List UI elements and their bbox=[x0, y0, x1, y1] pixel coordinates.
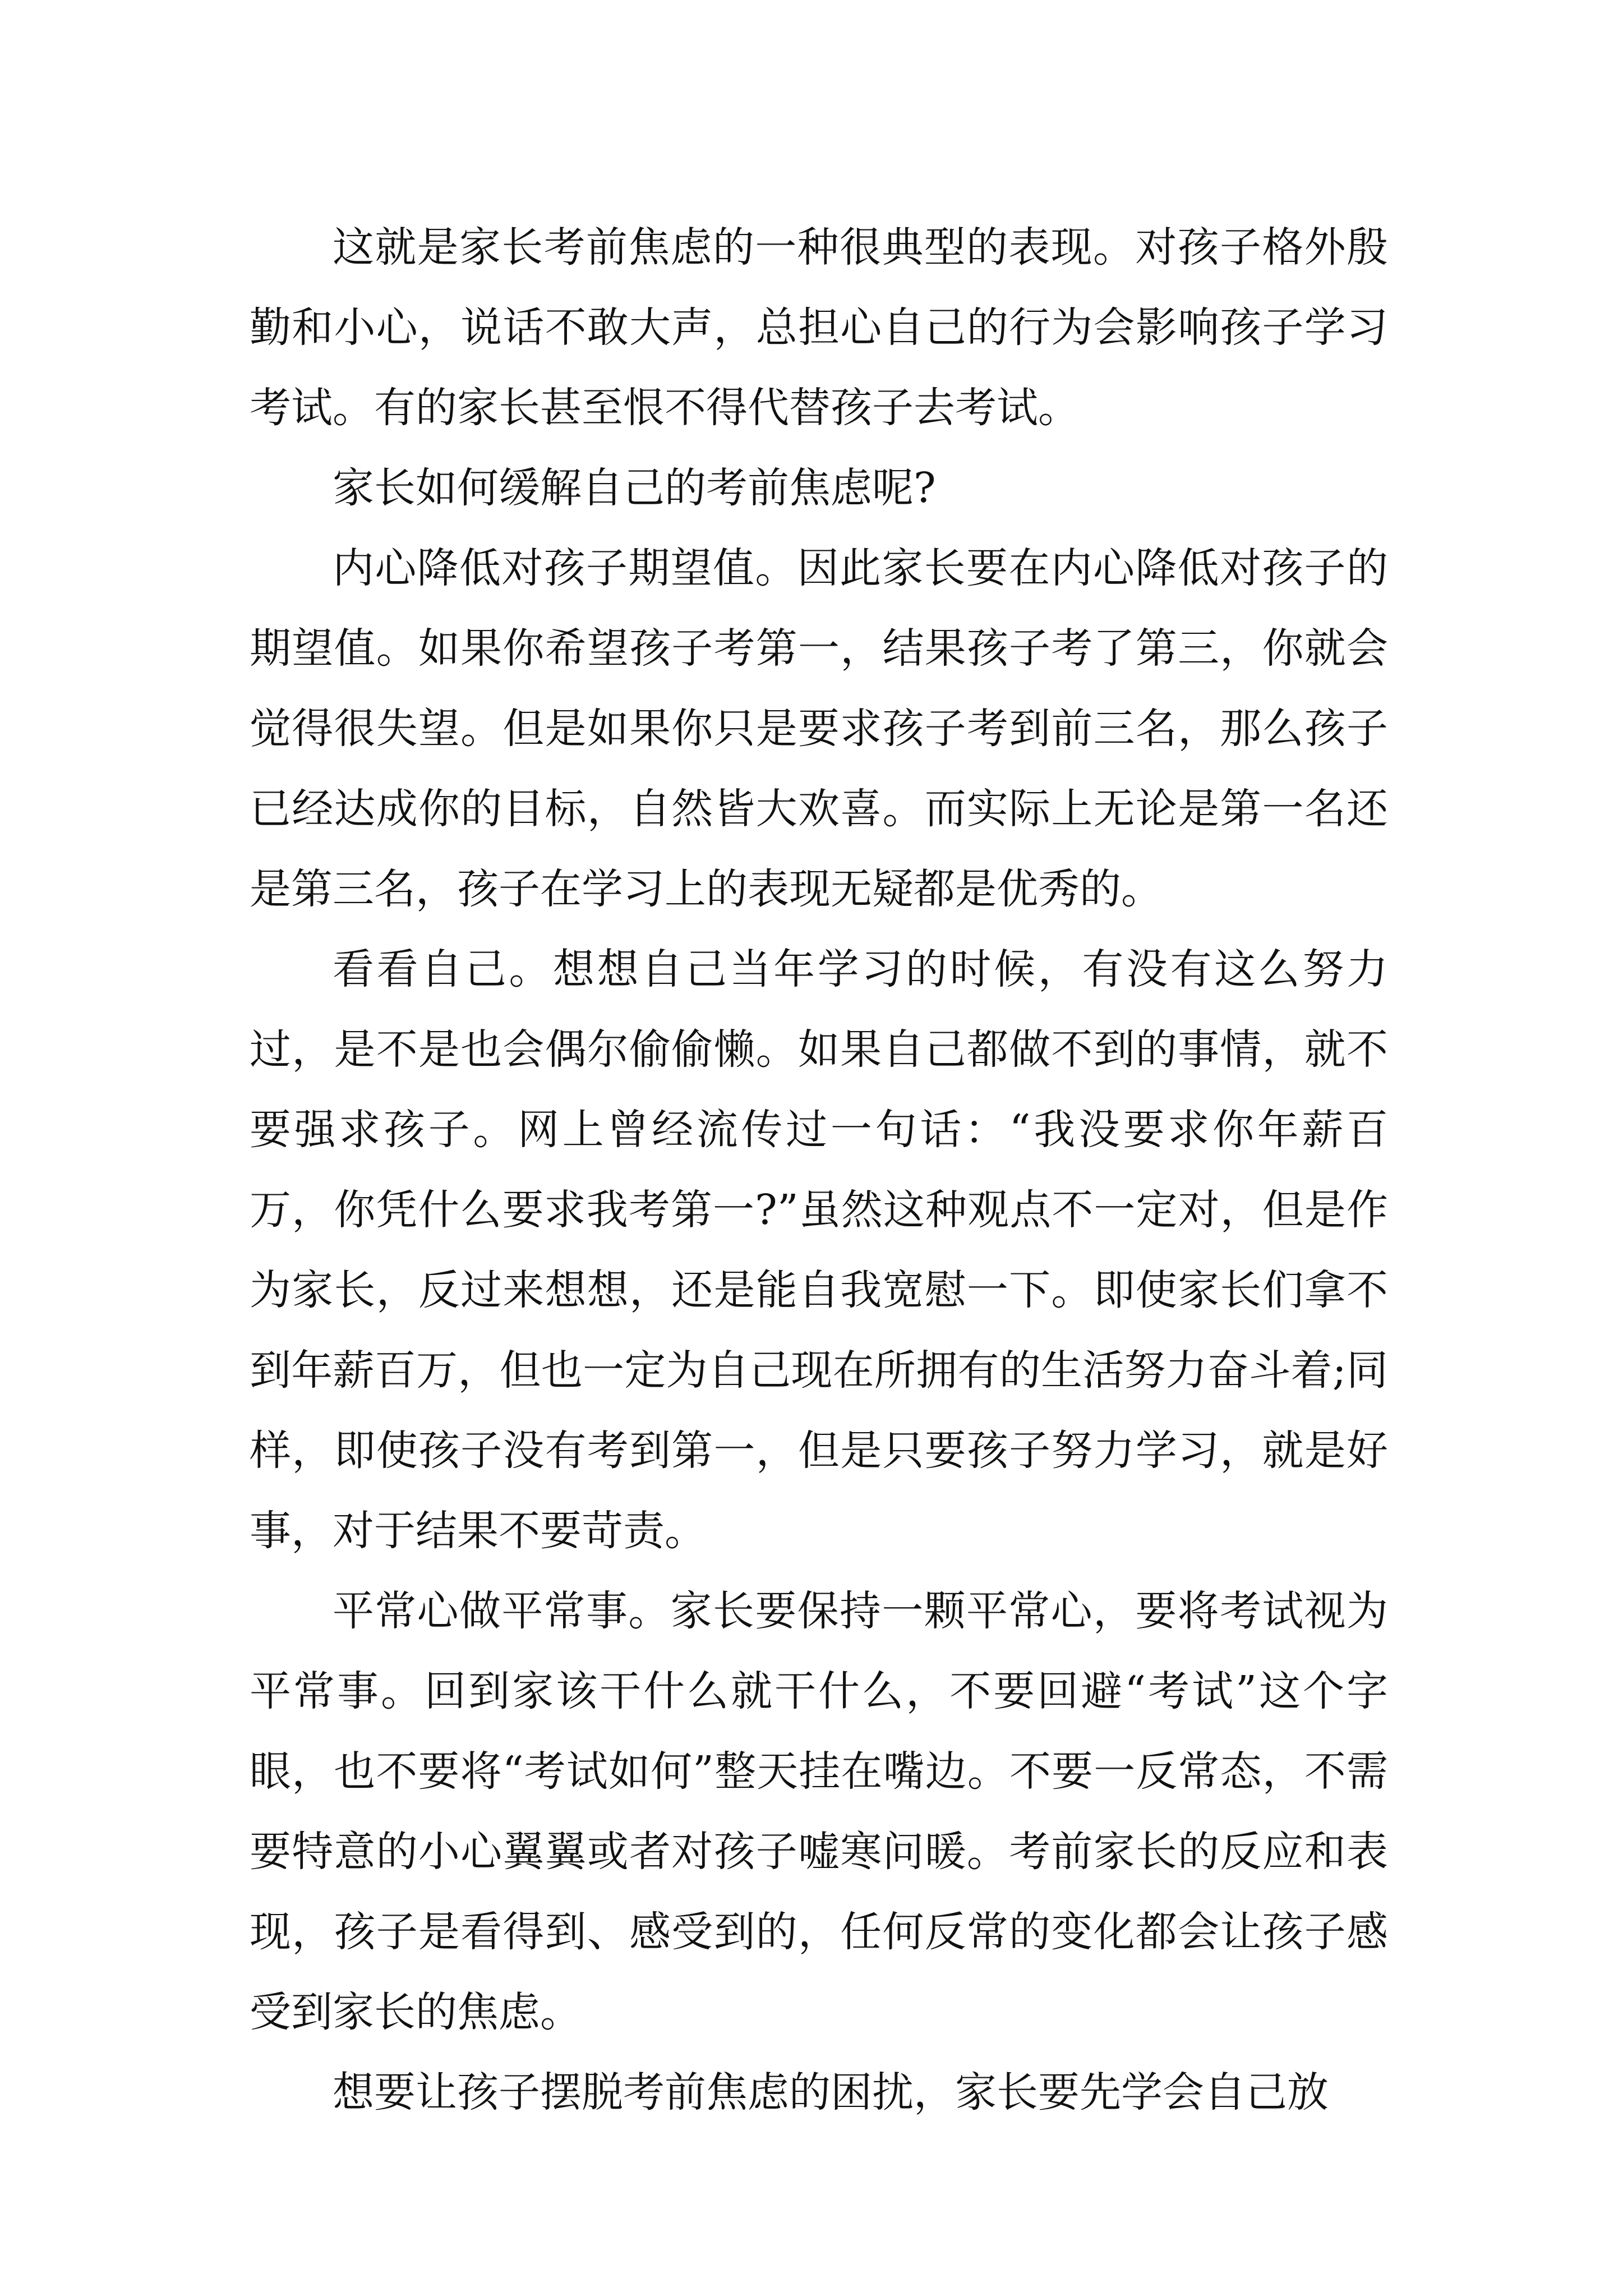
document-body bbox=[250, 208, 1388, 2133]
paragraph-5: 平常心做平常事。家长要保持一颗平常心，要将考试视为平常事。回到家该干什么就干什么，不要回避“考试”这个字眼，也不要将“考试如何”整天挂在嘴边。不要一反常态，不需要特意的小心翼翼或者对孩子嘘寒问暖。考前家长的反应和表现，孩子是看得到、感受到的，任何反常的变化都会让孩子感受到家长的焦虑。 bbox=[250, 1587, 1388, 2036]
paragraph-4: 看看自己。想想自己当年学习的时候，有没有这么努力过，是不是也会偶尔偷偷懒。如果自己都做不到的事情，就不要强求孩子。网上曾经流传过一句话：“我没要求你年薪百万，你凭什么要求我考第一?”虽然这种观点不一定对，但是作为家长，反过来想想，还是能自我宽慰一下。即使家长们拿不到年薪百万，但也一定为自己现在所拥有的生活努力奋斗着;同样，即使孩子没有考到第一，但是只要孩子努力学习，就是好事，对于结果不要苛责。 bbox=[250, 945, 1388, 1555]
paragraph-2: 家长如何缓解自己的考前焦虑呢? bbox=[333, 464, 936, 512]
paragraph-6: 想要让孩子摆脱考前焦虑的困扰，家长要先学会自己放 bbox=[333, 2068, 1329, 2116]
paragraph-1: 这就是家长考前焦虑的一种很典型的表现。对孩子格外殷勤和小心，说话不敢大声，总担心自己的行为会影响孩子学习考试。有的家长甚至恨不得代替孩子去考试。 bbox=[250, 223, 1388, 432]
paragraph-3: 内心降低对孩子期望值。因此家长要在内心降低对孩子的期望值。如果你希望孩子考第一，结果孩子考了第三，你就会觉得很失望。但是如果你只是要求孩子考到前三名，那么孩子已经达成你的目标，自然皆大欢喜。而实际上无论是第一名还是第三名，孩子在学习上的表现无疑都是优秀的。 bbox=[250, 544, 1388, 913]
